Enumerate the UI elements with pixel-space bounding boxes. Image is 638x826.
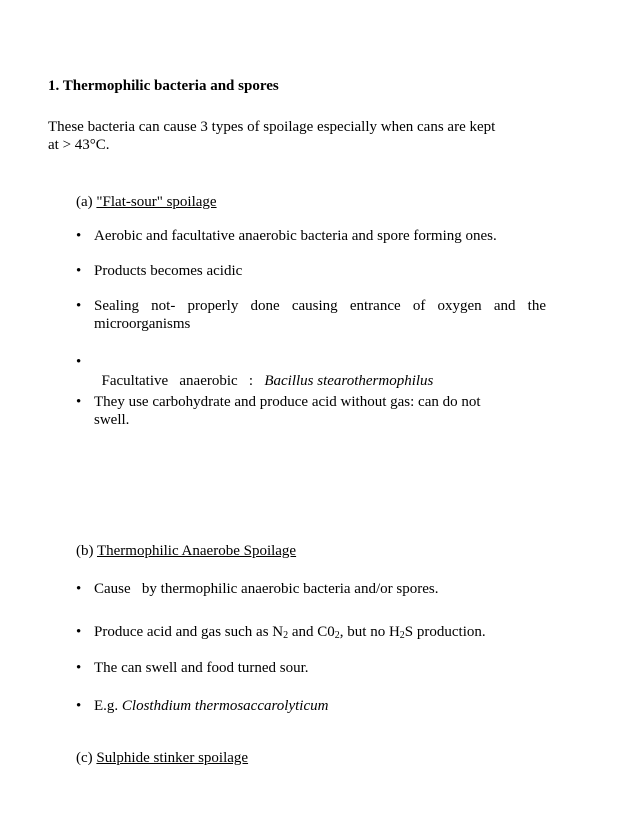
section-b-title: Thermophilic Anaerobe Spoilage [96, 543, 297, 559]
heading: 1. Thermophilic bacteria and spores [48, 78, 279, 94]
section-b-prefix: (b) [76, 543, 97, 559]
intro-line-1: These bacteria can cause 3 types of spoilage especially when cans are kept [48, 119, 496, 135]
bullet: • [76, 581, 82, 597]
bullet: • [76, 660, 82, 676]
list-item: They use carbohydrate and produce acid without gas: can do not [94, 394, 481, 410]
bullet: • [76, 298, 82, 314]
list-item: Products becomes acidic [94, 263, 243, 279]
bullet: • [76, 394, 82, 410]
section-b-heading [76, 542, 296, 561]
list-item-prefix: E.g. [94, 698, 122, 714]
list-item [94, 697, 546, 716]
list-item-continuation: swell. [94, 412, 130, 428]
text-fragment: Produce acid and gas such as N [94, 624, 284, 640]
section-c-title: Sulphide stinker spoilage [96, 750, 249, 766]
list-item: The can swell and food turned sour. [94, 660, 309, 676]
subscript: 2 [283, 630, 289, 641]
subscript: 2 [399, 630, 405, 641]
list-item-continuation: microorganisms [94, 316, 191, 332]
list-item: Cause by thermophilic anaerobic bacteria and/or spores. [94, 581, 439, 597]
bullet: • [76, 354, 82, 370]
text-fragment: S production. [404, 624, 486, 640]
subscript: 2 [334, 630, 340, 641]
intro-line-2: at > 43°C. [48, 137, 110, 153]
list-item: Aerobic and facultative anaerobic bacteria and spore forming ones. [94, 228, 497, 244]
text-fragment: and C0 [288, 624, 335, 640]
text-fragment: , but no H [339, 624, 400, 640]
list-item-label: Facultative anaerobic : [101, 373, 254, 389]
section-a-title: "Flat-sour" spoilage [96, 194, 217, 210]
bullet: • [76, 698, 82, 714]
bullet: • [76, 228, 82, 244]
section-a-heading [76, 193, 217, 212]
list-item [94, 623, 546, 642]
section-c-heading [76, 749, 248, 768]
section-a-prefix: (a) [76, 194, 97, 210]
species-name: Bacillus stearothermophilus [264, 373, 434, 389]
section-c-prefix: (c) [76, 750, 97, 766]
bullet: • [76, 263, 82, 279]
list-item: Sealing not- properly done causing entrance of oxygen and the [94, 298, 546, 314]
bullet: • [76, 624, 82, 640]
species-name: Closthdium thermosaccarolyticum [121, 698, 329, 714]
list-item [94, 353, 546, 391]
